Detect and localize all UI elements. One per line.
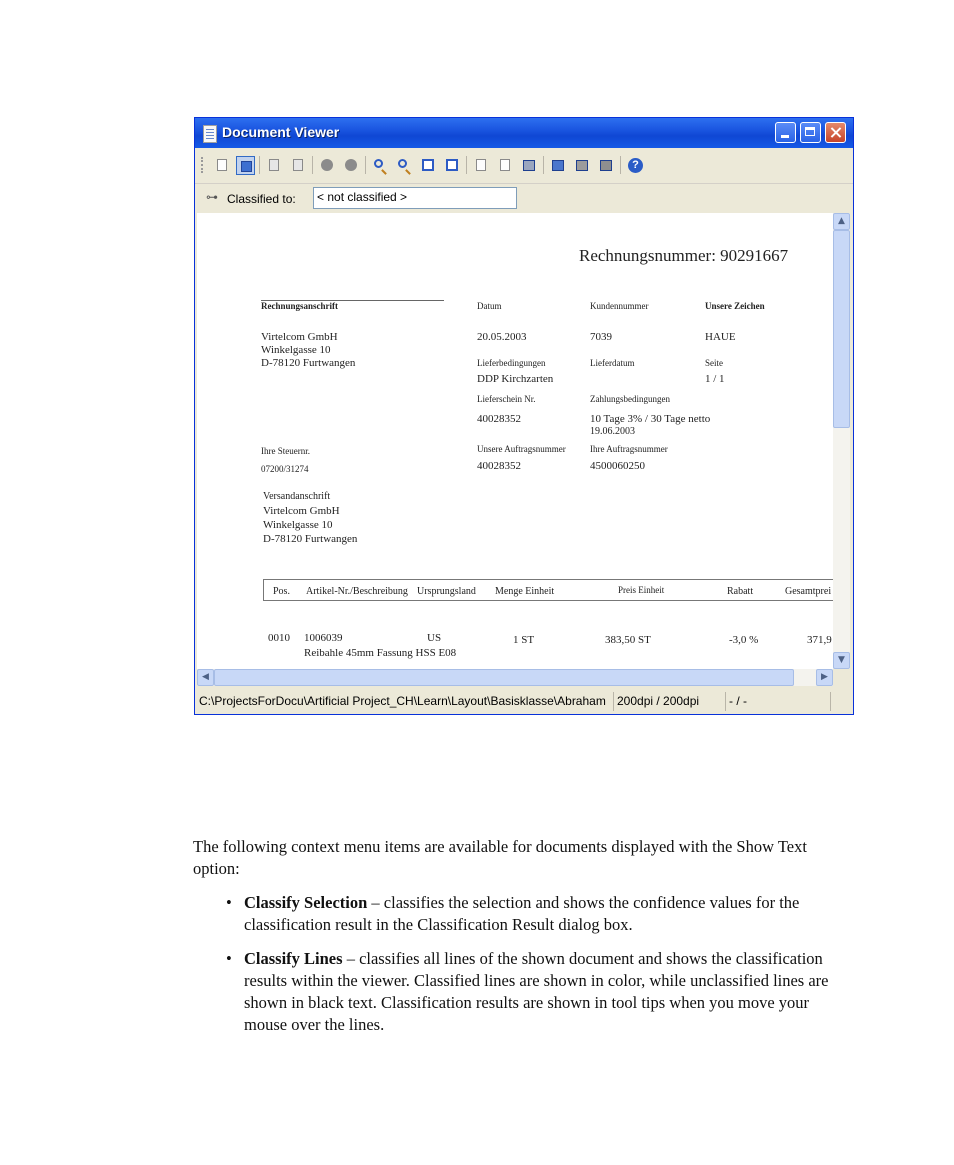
delivery-note-value: 40028352 <box>477 413 521 425</box>
tax-number-value: 07200/31274 <box>261 464 309 474</box>
row-country: US <box>427 632 442 644</box>
toolbar-separator <box>365 156 366 174</box>
page-value: 1 / 1 <box>705 373 725 385</box>
zoom-in-icon[interactable] <box>371 156 390 175</box>
list-item-term: Classify Lines <box>244 949 343 968</box>
delivery-terms-value: DDP Kirchzarten <box>477 373 554 385</box>
scroll-up-icon[interactable]: ▲ <box>833 213 850 230</box>
row-discount: -3,0 % <box>729 634 759 646</box>
import-icon[interactable] <box>549 156 568 175</box>
scroll-right-icon[interactable]: ▶ <box>816 669 833 686</box>
close-button[interactable] <box>825 122 846 143</box>
tax-number-label: Ihre Steuernr. <box>261 446 310 456</box>
billing-address-header: Rechnungsanschrift <box>261 301 339 311</box>
your-order-value: 4500060250 <box>590 460 645 472</box>
table-header-quantity: Menge Einheit <box>495 586 555 597</box>
shipping-city: D-78120 Furtwangen <box>263 533 358 545</box>
paste-icon[interactable] <box>496 156 515 175</box>
payment-terms-value: 10 Tage 3% / 30 Tage netto <box>590 413 711 425</box>
row-position: 0010 <box>268 632 290 644</box>
show-text-icon[interactable] <box>236 156 255 175</box>
invoice-number: Rechnungsnummer: 90291667 <box>579 246 789 265</box>
classification-tree-icon: ⊶ <box>206 190 218 204</box>
toolbar-separator <box>466 156 467 174</box>
window-title: Document Viewer <box>222 124 340 140</box>
vertical-scroll-thumb[interactable] <box>833 230 850 428</box>
scroll-down-icon[interactable]: ▼ <box>833 652 850 669</box>
fit-page-icon[interactable] <box>419 156 438 175</box>
intro-paragraph: The following context menu items are available for documents displayed with the Show Text option: <box>193 837 807 878</box>
vertical-scrollbar[interactable] <box>833 213 850 669</box>
row-quantity: 1 ST <box>513 634 535 646</box>
classified-field[interactable]: < not classified > <box>313 187 517 209</box>
list-item <box>224 892 854 936</box>
toolbar-separator <box>259 156 260 174</box>
page-label: Seite <box>705 358 723 368</box>
delivery-terms-label: Lieferbedingungen <box>477 358 546 368</box>
status-dpi: 200dpi / 200dpi <box>617 694 700 708</box>
copy-icon[interactable] <box>472 156 491 175</box>
payment-date: 19.06.2003 <box>590 426 635 437</box>
toolbar-separator <box>312 156 313 174</box>
shipping-street: Winkelgasse 10 <box>263 519 333 531</box>
row-total: 371,9 <box>807 634 832 646</box>
toolbar <box>195 148 853 184</box>
help-icon[interactable]: ? <box>626 156 645 175</box>
page-next-icon[interactable] <box>289 156 308 175</box>
document-viewer-window <box>194 117 854 715</box>
delivery-date-label: Lieferdatum <box>590 358 635 368</box>
rotate-left-icon[interactable] <box>318 156 337 175</box>
table-header-price: Preis Einheit <box>618 585 665 595</box>
row-description: Reibahle 45mm Fassung HSS E08 <box>304 647 457 659</box>
save-icon[interactable] <box>520 156 539 175</box>
table-header-pos: Pos. <box>273 586 290 597</box>
context-menu-list <box>224 892 854 1048</box>
toolbar-separator <box>543 156 544 174</box>
horizontal-scrollbar[interactable] <box>197 669 833 686</box>
page-prev-icon[interactable] <box>265 156 284 175</box>
customer-number-header: Kundennummer <box>590 301 649 311</box>
list-item <box>224 948 854 1036</box>
document-icon <box>203 125 217 143</box>
customer-number: 7039 <box>590 331 612 343</box>
toolbar-separator <box>620 156 621 174</box>
status-page: - / - <box>729 694 747 708</box>
table-header-article: Artikel-Nr./Beschreibung <box>306 586 408 597</box>
classification-bar <box>195 184 853 212</box>
our-order-value: 40028352 <box>477 460 521 472</box>
our-order-label: Unsere Auftragsnummer <box>477 444 566 454</box>
table-header-total: Gesamtprei <box>785 586 832 597</box>
invoice-date: 20.05.2003 <box>477 331 527 343</box>
toolbar-grip[interactable] <box>201 157 206 173</box>
status-separator <box>830 692 831 711</box>
your-order-label: Ihre Auftragsnummer <box>590 444 668 454</box>
horizontal-scroll-thumb[interactable] <box>214 669 794 686</box>
title-bar[interactable] <box>195 118 853 148</box>
shipping-address-label: Versandanschrift <box>263 491 331 502</box>
delivery-note-label: Lieferschein Nr. <box>477 394 536 404</box>
status-separator <box>725 692 726 711</box>
list-item-text: – classifies the selection and shows the confidence values for the classification result in the Classification Result dialog box. <box>244 893 800 934</box>
list-item-term: Classify Selection <box>244 893 368 912</box>
table-header-country: Ursprungsland <box>417 586 476 597</box>
document-image[interactable] <box>197 213 833 669</box>
show-image-icon[interactable] <box>213 156 232 175</box>
row-price: 383,50 ST <box>605 634 651 646</box>
city: D-78120 Furtwangen <box>261 357 356 369</box>
our-sign: HAUE <box>705 331 736 343</box>
street: Winkelgasse 10 <box>261 344 331 356</box>
our-sign-header: Unsere Zeichen <box>705 301 765 311</box>
fit-width-icon[interactable] <box>443 156 462 175</box>
settings-icon[interactable] <box>597 156 616 175</box>
minimize-button[interactable] <box>775 122 796 143</box>
row-article: 1006039 <box>304 632 343 644</box>
list-item-text: – classifies all lines of the shown document and shows the classification results within the viewer. Classified lines are shown in color, while unclassified lines are shown in black text. Classification results are shown in tool tips when you move your mouse over the lines. <box>244 949 829 1034</box>
shipping-company: Virtelcom GmbH <box>263 505 340 517</box>
payment-terms-label: Zahlungsbedingungen <box>590 394 670 404</box>
rotate-right-icon[interactable] <box>342 156 361 175</box>
status-file-path: C:\ProjectsForDocu\Artificial Project_CH\Learn\Layout\Basisklasse\Abraham <box>199 694 606 708</box>
classified-label: Classified to: <box>227 192 296 206</box>
company-name: Virtelcom GmbH <box>261 331 338 343</box>
status-separator <box>613 692 614 711</box>
maximize-button[interactable] <box>800 122 821 143</box>
scroll-left-icon[interactable]: ◀ <box>197 669 214 686</box>
status-bar <box>195 690 853 714</box>
export-icon[interactable] <box>573 156 592 175</box>
table-header-discount: Rabatt <box>727 586 754 597</box>
zoom-out-icon[interactable] <box>395 156 414 175</box>
date-header: Datum <box>477 301 502 311</box>
